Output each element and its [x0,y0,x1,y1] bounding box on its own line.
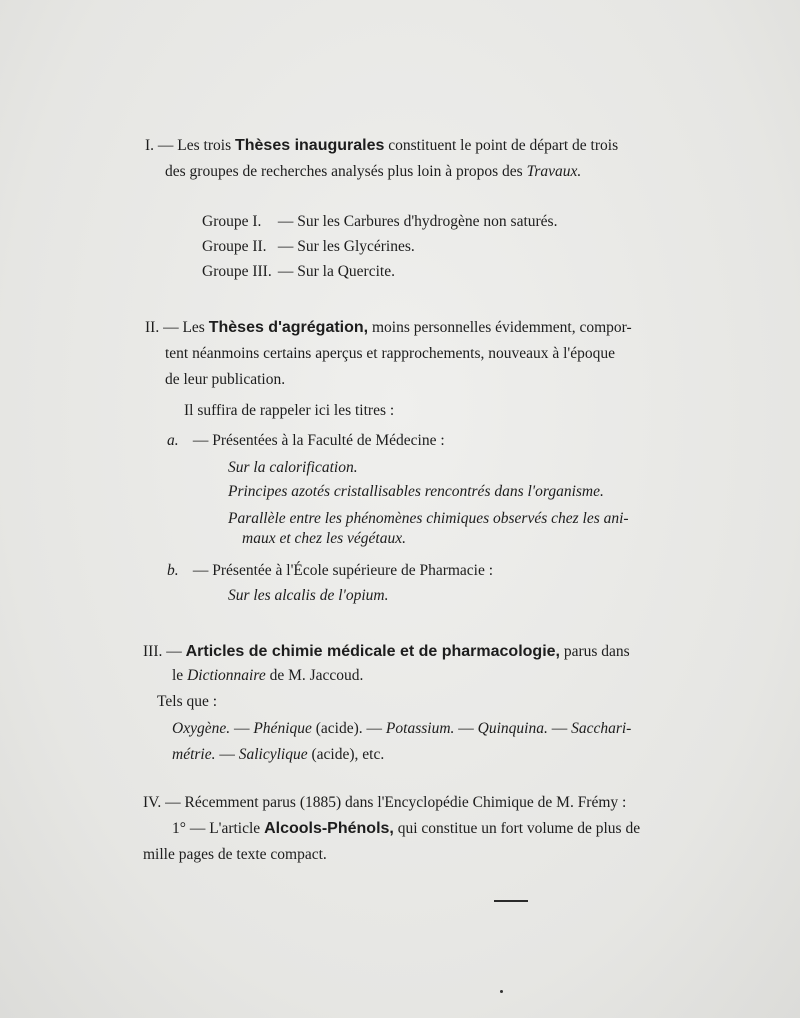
section-ii-numeral: II. [145,319,160,336]
section-iv-bold-title: Alcools-Phénols, [264,820,394,837]
section-iii-tels: Tels que : [157,693,218,710]
page-speck [500,990,503,993]
text-run: Oxygène. [172,720,231,737]
title-item: Principes azotés cristallisables rencontrés dans l'organisme. [228,483,604,500]
section-i-numeral: I. [145,137,155,154]
text-run: Potassium. [385,720,455,737]
section-iv-line-1: IV. — Récemment parus (1885) dans l'Encyclopédie Chimique de M. Frémy : [143,794,627,811]
text-run: métrie. [172,746,216,763]
group-item: Groupe III. — Sur la Quercite. [202,263,395,280]
title-item: Parallèle entre les phénomènes chimiques observés chez les ani- [228,510,629,527]
section-iv-numeral: IV. [143,794,162,811]
title-item: Sur la calorification. [228,459,358,476]
section-ii-intro: Il suffira de rappeler ici les titres : [184,402,395,419]
title-item: Sur les alcalis de l'opium. [228,587,389,604]
section-iv-item: 1° — L'article Alcools-Phénols, qui constitue un fort volume de plus de [172,820,641,837]
group-item: Groupe I. — Sur les Carbures d'hydrogène non saturés. [202,213,558,230]
section-ii-line-3: de leur publication. [165,371,286,388]
section-ii-bold-title: Thèses d'agrégation, [208,319,369,336]
section-iv-line-3: mille pages de texte compact. [143,846,327,863]
text-run: — [454,720,478,737]
text-run: Phénique [253,720,312,737]
section-ii-line-1: II. — Les Thèses d'agrégation, moins personnelles évidemment, compor- [145,319,632,336]
text-run: — [547,720,572,737]
section-ii-a: a. — Présentées à la Faculté de Médecine : [167,432,445,449]
group-item: Groupe II. — Sur les Glycérines. [202,238,415,255]
section-iii-line-2: le Dictionnaire de M. Jaccoud. [172,667,364,684]
section-iii-numeral: III. [143,643,163,660]
section-iii-line-5 [172,745,384,765]
section-iii-line-1: III. — Articles de chimie médicale et de pharmacologie, parus dans [143,643,630,660]
section-ii-b: b. — Présentée à l'École supérieure de Pharmacie : [167,562,494,579]
text-run: Quinquina. [477,720,548,737]
section-i-bold-title: Thèses inaugurales [234,137,385,154]
section-iii-bold-title: Articles de chimie médicale et de pharmacologie, [185,643,560,660]
text-run: (acide). — [311,720,386,737]
section-iii-line-4 [172,719,631,739]
text-run: Sacchari- [571,720,632,737]
text-run: — [230,720,254,737]
end-rule [494,900,528,902]
title-item: maux et chez les végétaux. [242,530,406,547]
section-ii-line-2: tent néanmoins certains aperçus et rapprochements, nouveaux à l'époque [165,345,615,362]
text-run: Salicylique [238,746,308,763]
section-i-line-2: des groupes de recherches analysés plus loin à propos des Travaux. [165,163,582,180]
text-run: — [215,746,239,763]
text-run: (acide), etc. [307,746,385,763]
section-i-line-1: I. — Les trois Thèses inaugurales constituent le point de départ de trois [145,137,619,154]
